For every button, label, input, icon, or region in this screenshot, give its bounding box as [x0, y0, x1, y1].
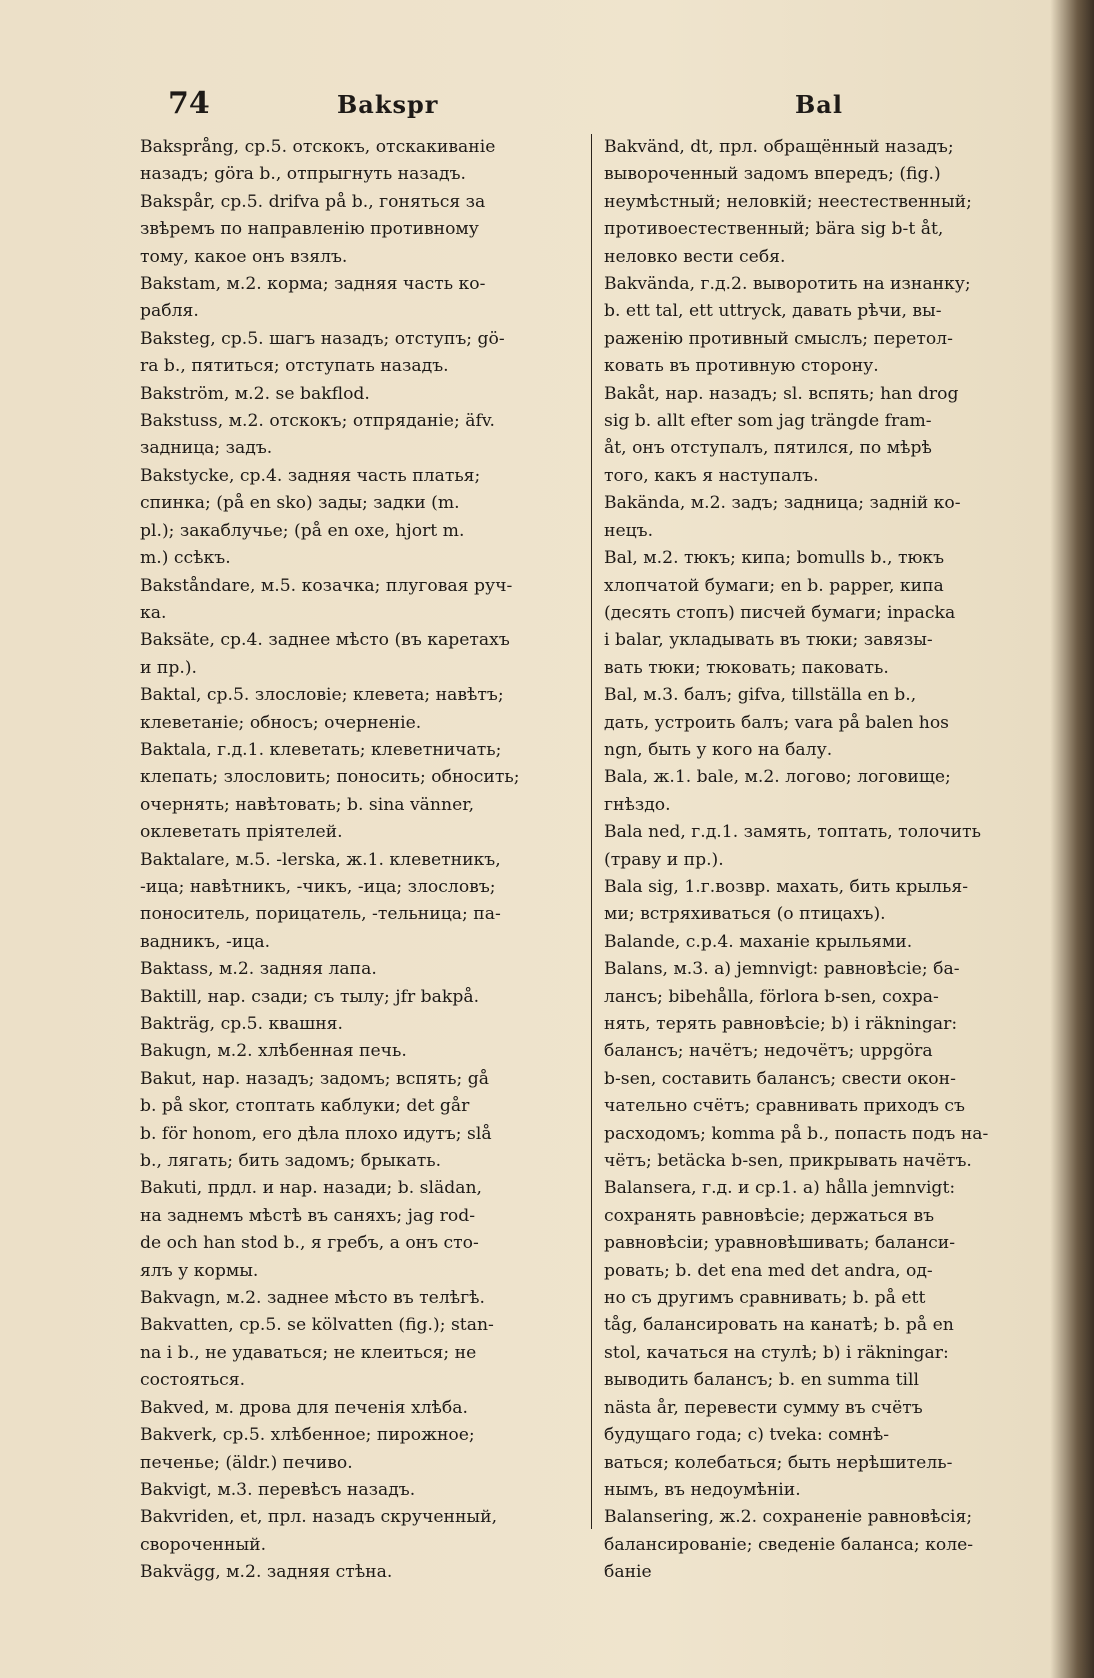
dictionary-line: åt, онъ отступалъ, пятился, по мѣрѣ [604, 438, 932, 459]
dictionary-line: stol, качаться на стулѣ; b) i räkningar: [604, 1342, 949, 1363]
dictionary-line: Balande, с.р.4. маханіе крыльями. [604, 931, 913, 952]
dictionary-line: Bakuti, прдл. и нар. назади; b. slädan, [140, 1178, 483, 1199]
dictionary-line: Bakstam, м.2. корма; задняя часть ко- [140, 274, 486, 295]
dictionary-line: Bakåt, нар. назадъ; sl. вспять; han drog [604, 383, 959, 404]
dictionary-line: de och han stod b., я гребъ, а онъ сто- [140, 1233, 479, 1254]
dictionary-line: Bakvigt, м.3. перевѣсъ назадъ. [140, 1479, 416, 1500]
dictionary-line: Bal, м.2. тюкъ; кипа; bomulls b., тюкъ [604, 548, 945, 569]
dictionary-line: на заднемъ мѣстѣ въ саняхъ; jag rod- [140, 1205, 476, 1226]
dictionary-line: Bakstuss, м.2. отскокъ; отпряданіе; äfv. [140, 411, 495, 432]
dictionary-line: вадникъ, -ица. [140, 931, 271, 952]
column-divider [591, 134, 592, 1529]
dictionary-line: звѣремъ по направленію противному [140, 219, 479, 240]
guide-word-left: Bakspr [337, 90, 439, 119]
dictionary-line: Bakström, м.2. se bakflod. [140, 383, 370, 404]
dictionary-line: Baktill, нар. сзади; съ тылу; jfr bakpå. [140, 986, 480, 1007]
dictionary-line: Bala ned, г.д.1. замять, топтать, толочить [604, 822, 981, 843]
dictionary-line: тому, какое онъ взялъ. [140, 246, 348, 267]
dictionary-line: Bakvagn, м.2. заднее мѣсто въ телѣгѣ. [140, 1288, 485, 1309]
dictionary-line: Bala, ж.1. bale, м.2. логово; логовище; [604, 767, 951, 788]
dictionary-line: чательно счётъ; сравнивать приходъ съ [604, 1096, 965, 1117]
dictionary-line: того, какъ я наступалъ. [604, 465, 819, 486]
dictionary-line: нецъ. [604, 520, 654, 541]
dictionary-line: чётъ; betäcka b-sen, прикрывать начётъ. [604, 1151, 972, 1172]
dictionary-line: b. ett tal, ett uttryck, давать рѣчи, вы- [604, 301, 942, 322]
dictionary-line: выводить балансъ; b. en summa till [604, 1370, 920, 1391]
dictionary-line: Balans, м.3. a) jemnvigt: равновѣсіе; ба- [604, 959, 960, 980]
dictionary-line: ка. [140, 602, 167, 623]
dictionary-line: но съ другимъ сравнивать; b. på ett [604, 1288, 926, 1309]
dictionary-line: оклеветать пріятелей. [140, 822, 343, 843]
dictionary-line: b-sen, составить балансъ; свести окон- [604, 1068, 956, 1089]
dictionary-line: печенье; (äldr.) печиво. [140, 1452, 353, 1473]
dictionary-line: Bakvriden, et, прл. назадъ скрученный, [140, 1507, 498, 1528]
dictionary-line: дать, устроить балъ; vara på balen hos [604, 712, 949, 733]
dictionary-line: будущаго года; c) tveka: сомнѣ- [604, 1425, 890, 1446]
dictionary-line: хлопчатой бумаги; en b. papper, кипа [604, 575, 944, 596]
dictionary-line: ровать; b. det ena med det andra, од- [604, 1260, 933, 1281]
guide-word-right: Bal [795, 90, 843, 119]
dictionary-line: клепать; злословить; поносить; обносить; [140, 767, 520, 788]
dictionary-line: нять, терять равновѣсіе; b) i räkningar: [604, 1014, 958, 1034]
dictionary-line: Bakved, м. дрова для печенія хлѣба. [140, 1397, 468, 1418]
dictionary-line: поноситель, порицатель, -тельница; па- [140, 904, 501, 925]
dictionary-line: лансъ; bibehålla, förlora b-sen, сохра- [604, 986, 939, 1007]
dictionary-line: ялъ у кормы. [140, 1260, 259, 1281]
dictionary-line: Bakvägg, м.2. задняя стѣна. [140, 1562, 393, 1583]
dictionary-line: и пр.). [140, 657, 198, 678]
dictionary-line: b. för honom, его дѣла плохо идутъ; slå [140, 1123, 492, 1144]
dictionary-line: ngn, быть у кого на балу. [604, 739, 833, 760]
dictionary-line: Bala sig, 1.г.возвр. махать, бить крылья- [604, 876, 969, 897]
dictionary-line: Baktass, м.2. задняя лапа. [140, 959, 377, 980]
dictionary-line: назадъ; göra b., отпрыгнуть назадъ. [140, 164, 466, 185]
dictionary-line: tåg, балансировать на канатѣ; b. på en [604, 1315, 954, 1336]
page-number: 74 [168, 86, 210, 121]
dictionary-line: pl.); закаблучье; (på en oxe, hjort m. [140, 520, 465, 541]
dictionary-line: балансированіе; сведеніе баланса; коле- [604, 1534, 974, 1555]
dictionary-line: балансъ; начётъ; недочётъ; uppgöra [604, 1041, 933, 1062]
dictionary-line: b. på skor, стоптать каблуки; det går [140, 1096, 470, 1117]
dictionary-line: Balansering, ж.2. сохраненіе равновѣсія; [604, 1507, 973, 1528]
dictionary-line: задница; задъ. [140, 438, 273, 459]
dictionary-line: вывороченный задомъ впередъ; (fig.) [604, 164, 941, 185]
dictionary-line: неумѣстный; неловкій; неестественный; [604, 191, 972, 212]
dictionary-line: Baksäte, ср.4. заднее мѣсто (въ каретахъ [140, 630, 510, 651]
dictionary-line: b., лягать; бить задомъ; брыкать. [140, 1151, 442, 1172]
dictionary-line: клеветаніе; обносъ; очерненіе. [140, 712, 422, 733]
dictionary-line: состояться. [140, 1370, 246, 1391]
dictionary-line: Bakspår, ср.5. drifva på b., гоняться за [140, 191, 486, 212]
dictionary-line: раженію противный смыслъ; перетол- [604, 328, 953, 349]
dictionary-line: (траву и пр.). [604, 849, 724, 870]
dictionary-line: Bakträg, ср.5. квашня. [140, 1014, 343, 1034]
dictionary-line: рабля. [140, 301, 199, 322]
dictionary-line: Bakverk, ср.5. хлѣбенное; пирожное; [140, 1425, 475, 1446]
dictionary-line: очернять; навѣтовать; b. sina vänner, [140, 794, 475, 815]
dictionary-line: Bakståndare, м.5. козачка; плуговая руч- [140, 575, 513, 596]
dictionary-line: ваться; колебаться; быть нерѣшитель- [604, 1452, 953, 1473]
dictionary-line: спинка; (på en sko) зады; задки (m. [140, 493, 460, 514]
dictionary-line: ми; встряхиваться (о птицахъ). [604, 904, 886, 925]
dictionary-line: вать тюки; тюковать; паковать. [604, 657, 889, 678]
dictionary-line: Bakut, нар. назадъ; задомъ; вспять; gå [140, 1068, 490, 1089]
dictionary-line: na i b., не удаваться; не клеиться; не [140, 1342, 477, 1363]
dictionary-line: m.) ссѣкъ. [140, 548, 231, 569]
page-header [0, 78, 1094, 122]
dictionary-line: (десять стопъ) писчей бумаги; inpacka [604, 602, 956, 623]
dictionary-line: Baktala, г.д.1. клеветать; клеветничать; [140, 739, 502, 760]
dictionary-line: нымъ, въ недоумѣніи. [604, 1479, 801, 1500]
dictionary-line: Bakvänd, dt, прл. обращённый назадъ; [604, 137, 954, 157]
dictionary-line: равновѣсіи; уравновѣшивать; баланси- [604, 1233, 956, 1254]
dictionary-line: Bakstycke, ср.4. задняя часть платья; [140, 465, 481, 486]
dictionary-line: ra b., пятиться; отступать назадъ. [140, 356, 449, 377]
dictionary-line: nästa år, перевести сумму въ счётъ [604, 1397, 923, 1418]
dictionary-line: -ица; навѣтникъ, -чикъ, -ица; злословъ; [140, 876, 496, 897]
dictionary-line: Bal, м.3. балъ; gifva, tillställa en b., [604, 685, 917, 706]
dictionary-line: расходомъ; komma på b., попасть подъ на- [604, 1123, 989, 1144]
right-column [604, 134, 1074, 1587]
dictionary-line: Baksprång, ср.5. отскокъ, отскакиваніе [140, 137, 496, 157]
dictionary-line: sig b. allt efter som jag trängde fram- [604, 411, 932, 432]
left-column [140, 134, 588, 1587]
dictionary-line: Balansera, г.д. и ср.1. a) hålla jemnvigt: [604, 1178, 956, 1199]
dictionary-line: i balar, укладывать въ тюки; завязы- [604, 630, 933, 651]
dictionary-line: Baksteg, ср.5. шагъ назадъ; отступъ; gö- [140, 328, 505, 349]
dictionary-line: Bakvända, г.д.2. выворотить на изнанку; [604, 274, 971, 295]
dictionary-line: Bakugn, м.2. хлѣбенная печь. [140, 1041, 407, 1062]
dictionary-line: баніе [604, 1562, 652, 1583]
dictionary-line: свороченный. [140, 1534, 267, 1555]
dictionary-line: Bakända, м.2. задъ; задница; задній ко- [604, 493, 961, 514]
dictionary-line: неловко вести себя. [604, 246, 786, 267]
dictionary-line: гнѣздо. [604, 794, 671, 815]
dictionary-line: Bakvatten, ср.5. se kölvatten (fig.); stan- [140, 1315, 494, 1336]
dictionary-line: Baktal, ср.5. злословіе; клевета; навѣтъ; [140, 685, 504, 706]
dictionary-line: сохранять равновѣсіе; держаться въ [604, 1205, 935, 1226]
dictionary-line: ковать въ противную сторону. [604, 356, 879, 377]
dictionary-line: Baktalare, м.5. -lerska, ж.1. клеветникъ, [140, 849, 501, 870]
dictionary-line: противоестественный; bära sig b-t åt, [604, 219, 944, 240]
